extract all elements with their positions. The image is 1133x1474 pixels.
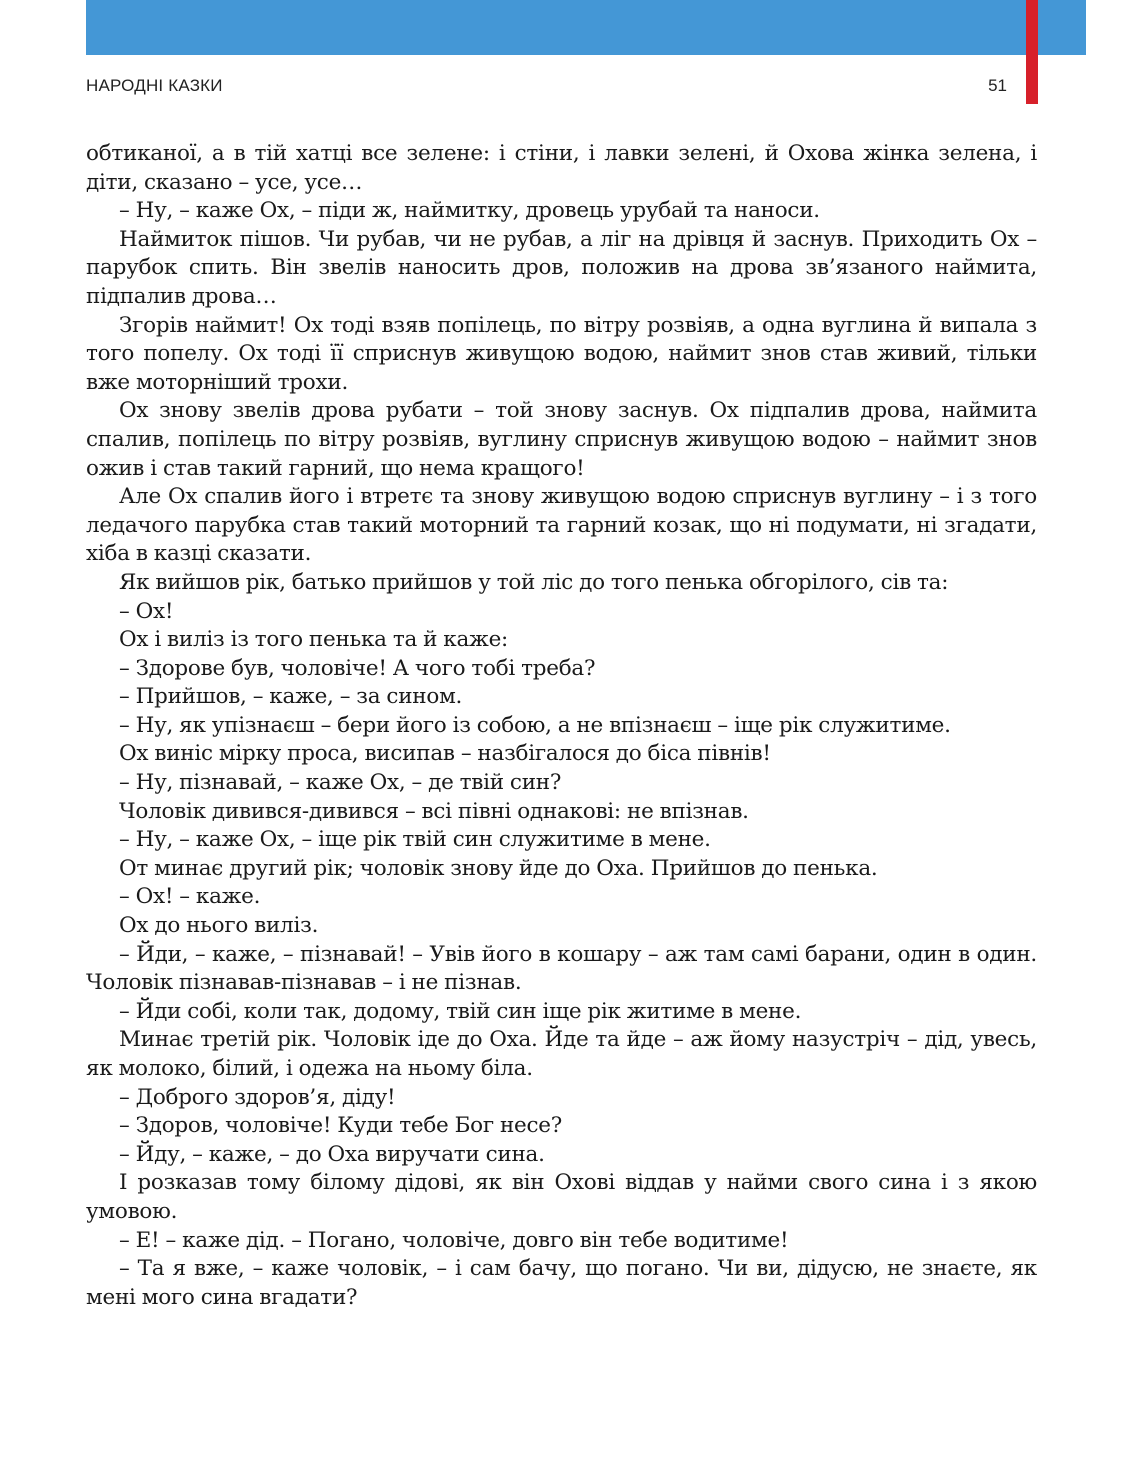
paragraph: Але Ох спалив його і втретє та знову живущою водою сприснув вуглину – і з того ледачого парубка став такий моторний та гарний козак, що ні подумати, ні згадати, хіба в казці сказати. <box>86 484 1037 567</box>
paragraph: Чоловік дивився-дивився – всі півні однакові: не впізнав. <box>119 798 749 824</box>
paragraph: – Е! – каже дід. – Погано, чоловіче, довго він тебе водитиме! <box>119 1227 789 1253</box>
paragraph: – Ну, як упізнаєш – бери його із собою, а не впізнаєш – іще рік служитиме. <box>119 712 951 738</box>
paragraph: обтиканої, а в тій хатці все зелене: і стіни, і лавки зелені, й Охова жінка зелена, і діти, сказано – усе, усе… <box>86 141 1037 195</box>
chapter-marker-tab <box>1026 0 1038 104</box>
paragraph: – Ох! – каже. <box>119 884 261 910</box>
paragraph: Ох до нього виліз. <box>119 913 319 939</box>
paragraph: – Здоров, чоловіче! Куди тебе Бог несе? <box>119 1113 563 1139</box>
running-head-title: НАРОДНІ КАЗКИ <box>86 76 223 95</box>
paragraph: Минає третій рік. Чоловік іде до Оха. Йде та йде – аж йому назустріч – дід, увесь, як молоко, білий, і одежа на ньому біла. <box>86 1027 1037 1081</box>
paragraph: І розказав тому білому дідові, як він Охові віддав у найми свого сина і з якою умовою. <box>86 1170 1037 1224</box>
paragraph: Як вийшов рік, батько прийшов у той ліс до того пенька обгорілого, сів та: <box>119 569 949 595</box>
header-color-band <box>86 0 1086 55</box>
paragraph: Ох і виліз із того пенька та й каже: <box>119 627 509 653</box>
paragraph: – Ну, пізнавай, – каже Ох, – де твій син? <box>119 770 562 796</box>
paragraph: Наймиток пішов. Чи рубав, чи не рубав, а ліг на дрівця й заснув. Приходить Ох – парубок спить. Він звелів наносить дров, положив на дрова зв’язаного наймита, підпалив дрова… <box>86 226 1037 309</box>
paragraph: Ох знову звелів дрова рубати – той знову заснув. Ох підпалив дрова, наймита спалив, попілець по вітру розвіяв, вуглину сприснув живущою водою – наймит знов ожив і став такий гарний, що нема кращого! <box>86 398 1037 481</box>
page-number: 51 <box>988 76 1007 95</box>
paragraph: От минає другий рік; чоловік знову йде до Оха. Прийшов до пенька. <box>119 855 878 881</box>
paragraph: – Ну, – каже Ох, – піди ж, наймитку, дровець урубай та наноси. <box>119 198 820 224</box>
paragraph: Згорів наймит! Ох тоді взяв попілець, по вітру розвіяв, а одна вуглина й випала з того попелу. Ох тоді її сприснув живущою водою, наймит знов став живий, тільки вже моторніший трохи. <box>86 312 1037 395</box>
paragraph: – Ох! <box>119 598 174 624</box>
paragraph: – Йду, – каже, – до Оха виручати сина. <box>119 1141 545 1167</box>
paragraph: – Йди, – каже, – пізнавай! – Увів його в кошару – аж там самі барани, один в один. Чоловік пізнавав-пізнавав – і не пізнав. <box>86 941 1037 996</box>
paragraph: – Йди собі, коли так, додому, твій син іще рік житиме в мене. <box>119 998 802 1024</box>
paragraph: – Ну, – каже Ох, – іще рік твій син служитиме в мене. <box>119 827 711 853</box>
paragraph: – Доброго здоров’я, діду! <box>119 1084 396 1110</box>
paragraph: – Та я вже, – каже чоловік, – і сам бачу, що погано. Чи ви, дідусю, не знаєте, як мені мого сина вгадати? <box>86 1256 1037 1310</box>
paragraph: – Здорове був, чоловіче! А чого тобі треба? <box>119 655 596 681</box>
paragraph: Ох виніс мірку проса, висипав – назбігалося до біса півнів! <box>119 741 771 767</box>
paragraph: – Прийшов, – каже, – за сином. <box>119 684 463 710</box>
story-text-body <box>86 140 1037 1312</box>
